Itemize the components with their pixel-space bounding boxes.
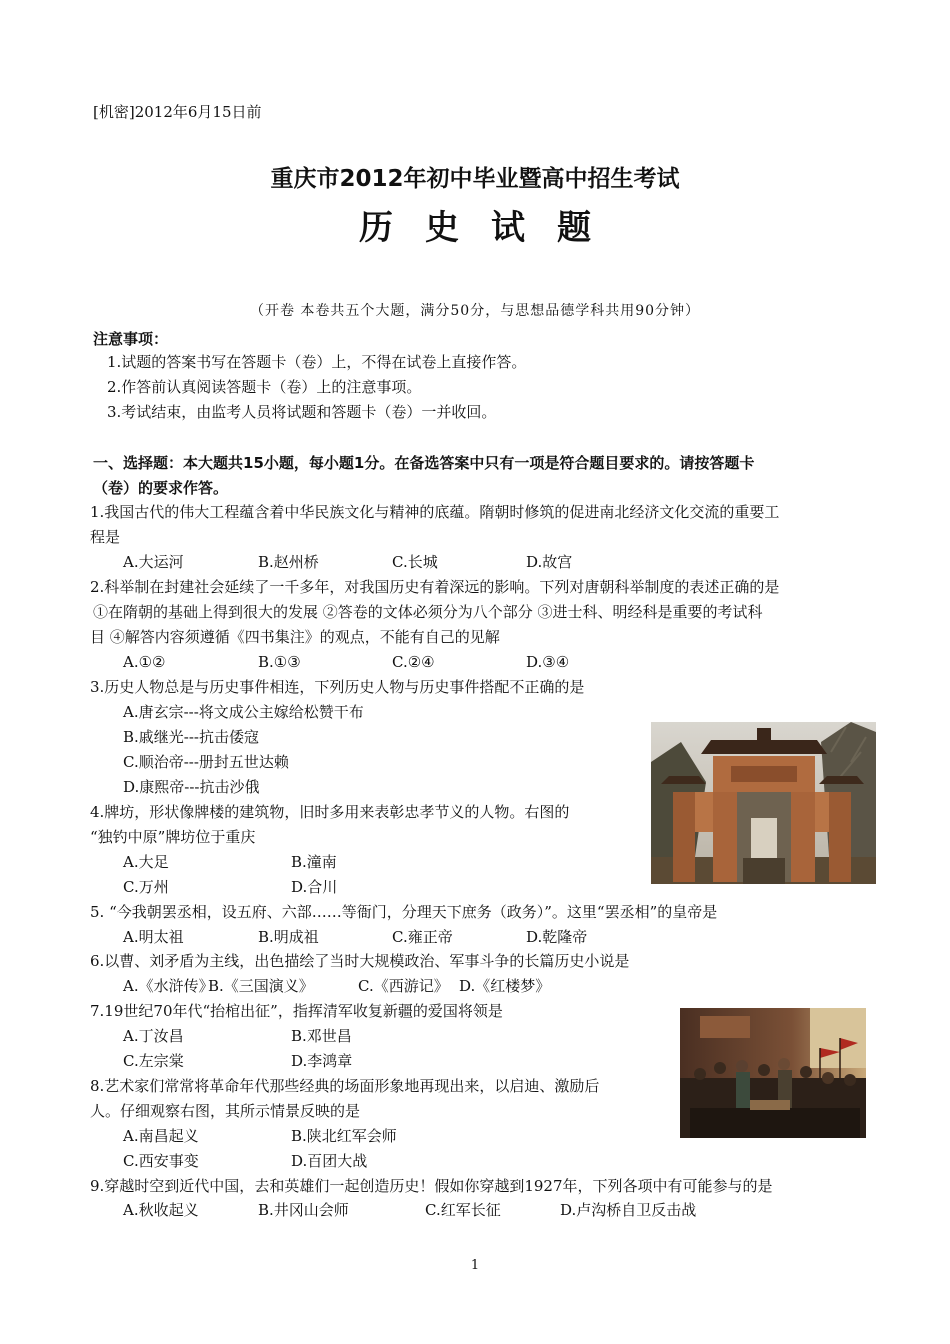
question-8-stem: 8.艺术家们常常将革命年代那些经典的场面形象地再现出来，以启迪、激励后 — [90, 1077, 600, 1095]
question-6-option-b: B.《三国演义》 — [208, 977, 314, 995]
question-2-option-d: D.③④ — [526, 653, 570, 671]
question-7-stem: 7.19世纪70年代“抬棺出征”，指挥清军收复新疆的爱国将领是 — [90, 1002, 503, 1020]
question-1-option-b: B.赵州桥 — [258, 553, 319, 571]
question-5-option-b: B.明成祖 — [258, 928, 319, 946]
section-heading-cont: （卷）的要求作答。 — [93, 479, 229, 497]
question-2-stem-cont: 目 ④解答内容须遵循《四书集注》的观点，不能有自己的见解 — [90, 628, 500, 646]
question-3-option-c: C.顺治帝---册封五世达赖 — [123, 753, 289, 771]
question-4-stem-cont: “独钓中原”牌坊位于重庆 — [90, 828, 256, 846]
question-9-option-b: B.井冈山会师 — [258, 1201, 349, 1219]
painting-photo — [680, 1008, 866, 1138]
question-9-option-a: A.秋收起义 — [123, 1201, 199, 1219]
notice-item: 2.作答前认真阅读答题卡（卷）上的注意事项。 — [107, 378, 422, 396]
question-5-option-a: A.明太祖 — [123, 928, 184, 946]
question-4-option-d: D.合川 — [291, 878, 338, 896]
confidential-note: [机密]2012年6月15日前 — [93, 103, 262, 121]
question-8-stem-cont: 人。仔细观察右图，其所示情景反映的是 — [90, 1102, 361, 1120]
notice-item: 3.考试结束，由监考人员将试题和答题卡（卷）一并收回。 — [107, 403, 497, 421]
question-6-option-d: D.《红楼梦》 — [459, 977, 551, 995]
question-9-option-d: D.卢沟桥自卫反击战 — [560, 1201, 697, 1219]
question-5-option-d: D.乾隆帝 — [526, 928, 588, 946]
notice-item: 1.试题的答案书写在答题卡（卷）上，不得在试卷上直接作答。 — [107, 353, 527, 371]
question-6-option-a: A.《水浒传》 — [123, 977, 214, 995]
question-1-option-d: D.故宫 — [526, 553, 573, 571]
question-6-stem: 6.以曹、刘矛盾为主线，出色描绘了当时大规模政治、军事斗争的长篇历史小说是 — [90, 952, 630, 970]
question-9-option-c: C.红军长征 — [425, 1201, 501, 1219]
question-7-option-b: B.邓世昌 — [291, 1027, 352, 1045]
archway-photo — [651, 722, 876, 884]
question-4-option-a: A.大足 — [123, 853, 169, 871]
question-7-option-a: A.丁汝昌 — [123, 1027, 184, 1045]
page-number: 1 — [470, 1258, 480, 1273]
question-2-option-b: B.①③ — [258, 653, 301, 671]
question-2-stem: 2.科举制在封建社会延续了一千多年，对我国历史有着深远的影响。下列对唐朝科举制度的表述正确的是 — [90, 578, 780, 596]
question-8-option-a: A.南昌起义 — [123, 1127, 199, 1145]
question-5-stem: 5. “今我朝罢丞相，设五府、六部……等衙门，分理天下庶务（政务）”。这里“罢丞相”的皇帝是 — [90, 903, 718, 921]
subject-title: 历史试题 — [359, 208, 623, 248]
question-6-option-c: C.《西游记》 — [358, 977, 449, 995]
question-1-option-c: C.长城 — [392, 553, 438, 571]
question-9-stem: 9.穿越时空到近代中国，去和英雄们一起创造历史！假如你穿越到1927年，下列各项中有可能参与的是 — [90, 1177, 773, 1195]
question-3-stem: 3.历史人物总是与历史事件相连，下列历史人物与历史事件搭配不正确的是 — [90, 678, 585, 696]
question-3-option-b: B.戚继光---抗击倭寇 — [123, 728, 259, 746]
section-heading: 一、选择题：本大题共15小题，每小题1分。在备选答案中只有一项是符合题目要求的。请按答题卡 — [93, 454, 755, 472]
question-2-option-c: C.②④ — [392, 653, 435, 671]
question-2-stem-cont: ①在隋朝的基础上得到很大的发展 ②答卷的文体必须分为八个部分 ③进士科、明经科是重要的考试科 — [93, 603, 763, 621]
question-3-option-d: D.康熙帝---抗击沙俄 — [123, 778, 260, 796]
question-2-option-a: A.①② — [123, 653, 166, 671]
question-8-option-c: C.西安事变 — [123, 1152, 199, 1170]
question-3-option-a: A.唐玄宗---将文成公主嫁给松赞干布 — [123, 703, 364, 721]
question-1-stem: 1.我国古代的伟大工程蕴含着中华民族文化与精神的底蕴。隋朝时修筑的促进南北经济文化交流的重要工 — [90, 503, 780, 521]
question-8-option-b: B.陕北红军会师 — [291, 1127, 397, 1145]
question-5-option-c: C.雍正帝 — [392, 928, 453, 946]
question-1-stem-cont: 程是 — [90, 528, 121, 546]
exam-title: 重庆市2012年初中毕业暨高中招生考试 — [270, 166, 680, 192]
question-4-option-c: C.万州 — [123, 878, 169, 896]
question-1-option-a: A.大运河 — [123, 553, 184, 571]
question-8-option-d: D.百团大战 — [291, 1152, 368, 1170]
exam-info: （开卷 本卷共五个大题，满分50分，与思想品德学科共用90分钟） — [249, 303, 701, 319]
question-7-option-c: C.左宗棠 — [123, 1052, 184, 1070]
question-7-option-d: D.李鸿章 — [291, 1052, 353, 1070]
question-4-option-b: B.潼南 — [291, 853, 337, 871]
notice-heading: 注意事项： — [93, 330, 169, 348]
question-4-stem: 4.牌坊，形状像牌楼的建筑物，旧时多用来表彰忠孝节义的人物。右图的 — [90, 803, 570, 821]
